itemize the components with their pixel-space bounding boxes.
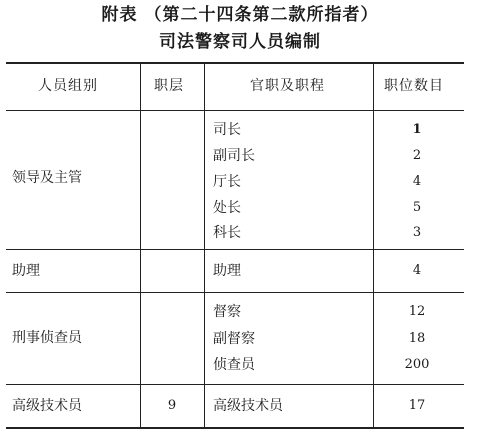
group-label: 助理 (12, 263, 40, 279)
table-bottom-rule (6, 427, 464, 429)
post-title: 司长 (213, 122, 241, 138)
post-count: 17 (408, 398, 426, 413)
table-title: 司法警察司人员编制 (159, 32, 321, 52)
group-label: 刑事侦查员 (12, 330, 82, 346)
header-post: 官职及职程 (250, 78, 325, 94)
header-bottom-rule (6, 110, 464, 111)
post-title: 厅长 (213, 174, 241, 190)
post-count: 5 (412, 200, 422, 215)
post-count: 12 (408, 304, 426, 319)
group-label: 高级技术员 (12, 398, 82, 414)
post-title: 侦查员 (213, 357, 255, 373)
group1-bottom-rule (6, 249, 464, 250)
post-title: 副司长 (213, 148, 255, 164)
post-count: 18 (408, 331, 426, 346)
post-count: 200 (404, 357, 430, 372)
post-title: 督察 (213, 304, 241, 320)
header-count: 职位数目 (384, 78, 444, 94)
post-count: 3 (412, 225, 422, 240)
header-level: 职层 (154, 78, 184, 94)
appendix-title: 附表 （第二十四条第二款所指者） (101, 5, 379, 25)
post-title: 高级技术员 (213, 398, 283, 414)
post-title: 科长 (213, 225, 241, 241)
level-value: 9 (167, 398, 177, 413)
group-label: 领导及主管 (12, 170, 82, 186)
post-count: 4 (412, 263, 422, 278)
post-count: 1 (412, 122, 422, 137)
post-count: 2 (412, 148, 422, 163)
col-divider-3 (373, 62, 374, 428)
group3-bottom-rule (6, 384, 464, 385)
col-divider-1 (140, 62, 141, 428)
post-title: 处长 (213, 200, 241, 216)
post-title: 副督察 (213, 331, 255, 347)
header-group: 人员组别 (38, 78, 98, 94)
group2-bottom-rule (6, 292, 464, 293)
post-count: 4 (412, 174, 422, 189)
table-top-rule (6, 62, 464, 64)
post-title: 助理 (213, 263, 241, 279)
col-divider-2 (204, 62, 205, 428)
